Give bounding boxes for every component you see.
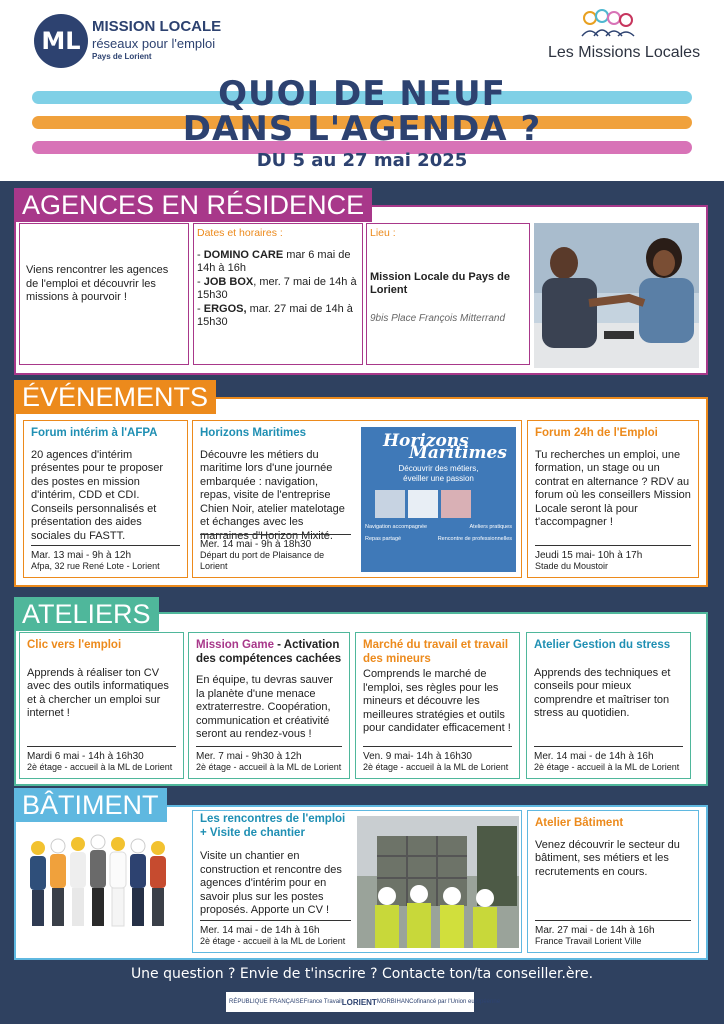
event-card-afpa (23, 420, 188, 578)
page-title-line1: QUOI DE NEUF (218, 74, 506, 114)
batiment-card-footer: Mer. 14 mai - de 14h à 16h 2è étage - accueil à la ML de Lorient (200, 920, 351, 947)
event-card-footer: Mar. 13 mai - 9h à 12h Afpa, 32 rue René Lote - Lorient (31, 545, 180, 572)
atelier-card-title: Clic vers l'emploi (27, 639, 122, 651)
partner-logo: LORIENT (341, 997, 377, 1007)
partner-logo: RÉPUBLIQUE FRANÇAISE (229, 999, 304, 1005)
footer-question: Une question ? Envie de t'inscrire ? Contacte ton/ta conseiller.ère. (130, 966, 594, 982)
ml-logo-name: MISSION LOCALE (92, 18, 222, 35)
batiment-card-title: Les rencontres de l'emploi + Visite de chantier (200, 813, 346, 839)
people-network-icon (576, 8, 640, 38)
page-title-line2: DANS L'AGENDA ? (182, 109, 542, 149)
event-card-horizons (192, 420, 522, 578)
agences-intro-text: Viens rencontrer les agences de l'emploi et découvrir les missions à pourvoir ! (26, 264, 169, 303)
ml-logo-area: Pays de Lorient (92, 52, 152, 61)
batiment-card-atelier (527, 810, 699, 953)
agences-date-item: - DOMINO CARE mar 6 mai de 14h à 16h (197, 248, 351, 274)
event-card-footer: Mer. 14 mai - 9h à 18h30 Départ du port de Plaisance de Lorient (200, 534, 351, 572)
mission-locale-logo (34, 14, 234, 70)
agences-intro-card (19, 223, 189, 365)
agences-lieu-title: Lieu : (370, 227, 396, 239)
agences-date-item: - ERGOS, mar. 27 mai de 14h à 15h30 (197, 302, 353, 328)
les-missions-locales-logo (548, 8, 701, 68)
atelier-card-footer: Mardi 6 mai - 14h à 16h30 2è étage - accueil à la ML de Lorient (27, 746, 176, 773)
chantier-photo (357, 816, 519, 948)
lml-logo-name: Les Missions Locales (548, 44, 701, 61)
page-dates: DU 5 au 27 mai 2025 (256, 150, 468, 171)
event-card-footer: Jeudi 15 mai- 10h à 17h Stade du Moustoir (535, 545, 691, 572)
event-card-body: Découvre les métiers du maritime lors d'une journée embarquée : navigation, repas, visite de l'entreprise Chien Noir, atelier matelotage et échanges avec les marraines d'Horizon Mixité. (200, 448, 345, 542)
partner-logos (226, 992, 501, 1012)
atelier-card-footer: Ven. 9 mai- 14h à 16h30 2è étage - accueil à la ML de Lorient (363, 746, 512, 773)
atelier-card-footer: Mer. 7 mai - 9h30 à 12h 2è étage - accueil à la ML de Lorient (196, 746, 342, 773)
event-card-title: Forum 24h de l'Emploi (535, 427, 658, 439)
batiment-card-body: Visite un chantier en construction et rencontre des agences d'intérim pour en savoir plus sur les postes proposés. Apporte un CV ! (200, 850, 342, 916)
atelier-card-clic (19, 632, 184, 779)
event-card-body: 20 agences d'intérim présentes pour te proposer des postes en mission d'intérim, CDD et CDI. Conseils personnalisés et présentation des aides sociales du FASTT. (31, 448, 164, 542)
partner-logo: France Travail (303, 999, 342, 1005)
handshake-photo (534, 223, 699, 368)
atelier-card-body: Comprends le marché de l'emploi, ses règles pour les mineurs et découvre les meilleures stratégies et outils pour candidater efficacement ! (363, 668, 511, 734)
construction-workers-image (26, 832, 172, 932)
partner-logo: MORBIHAN (376, 999, 410, 1005)
agences-dates-card (193, 223, 363, 365)
atelier-card-title: Mission Game - Activation des compétences cachées (196, 639, 342, 665)
evenements-label: ÉVÉNEMENTS (14, 380, 216, 414)
agences-dates-title: Dates et horaires : (197, 227, 283, 239)
agences-lieu-name: Mission Locale du Pays de Lorient (370, 270, 510, 296)
event-card-title: Forum intérim à l'AFPA (31, 427, 158, 439)
atelier-card-marche (355, 632, 520, 779)
atelier-card-body: Apprends à réaliser ton CV avec des outils informatiques et à chercher un emploi sur internet ! (27, 666, 169, 719)
atelier-card-body: En équipe, tu devras sauver la planète d'une menace extraterrestre. Coopération, communication et créativité seront au rendez-vous ! (196, 674, 333, 740)
atelier-card-mission-game (188, 632, 350, 779)
agences-date-item: - JOB BOX, mer. 7 mai de 14h à 15h30 (197, 275, 357, 301)
event-card-title: Horizons Maritimes (200, 427, 307, 439)
atelier-card-stress (526, 632, 691, 779)
ml-logo-sub: réseaux pour l'emploi (92, 36, 216, 51)
batiment-card-rencontres (192, 810, 522, 953)
horizons-maritimes-poster: Horizons Maritimes Découvrir des métiers, éveiller une passion Navigation accompagnée Ateliers pratiques Repas partagé Rencontre de professionnelles (361, 427, 516, 572)
batiment-label: BÂTIMENT (14, 788, 167, 822)
batiment-card-footer: Mar. 27 mai - de 14h à 16h France Travail Lorient Ville (535, 920, 691, 947)
event-card-body: Tu recherches un emploi, une formation, un stage ou un contrat en alternance ? RDV au forum où les conseillers Mission Locale seront là pour t'accompagner ! (535, 448, 691, 528)
ateliers-label: ATELIERS (14, 597, 159, 631)
atelier-card-footer: Mer. 14 mai - de 14h à 16h 2è étage - accueil à la ML de Lorient (534, 746, 683, 773)
ml-logo-mark: ML (34, 14, 88, 68)
event-card-24h (527, 420, 699, 578)
partner-logo: Cofinancé par l'Union européenne (409, 999, 501, 1005)
agences-lieu-card (366, 223, 530, 365)
batiment-card-title: Atelier Bâtiment (535, 817, 624, 829)
agences-lieu-address: 9bis Place François Mitterrand (370, 312, 506, 324)
agences-label: AGENCES EN RÉSIDENCE (14, 188, 372, 222)
atelier-card-body: Apprends des techniques et conseils pour mieux comprendre et maîtriser ton stress au quotidien. (534, 666, 671, 719)
batiment-card-body: Venez découvrir le secteur du bâtiment, ses métiers et les recrutements en cours. (535, 838, 680, 878)
atelier-card-title: Atelier Gestion du stress (534, 639, 671, 651)
atelier-card-title: Marché du travail et travail des mineurs (363, 639, 509, 665)
